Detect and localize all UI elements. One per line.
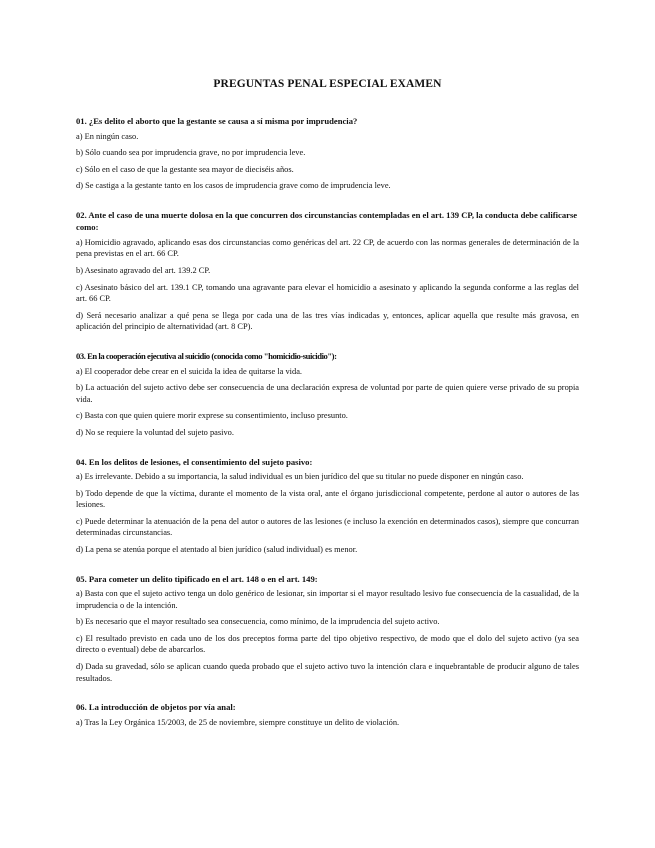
question-05 (76, 573, 579, 685)
answer-option-a: a) Homicidio agravado, aplicando esas dos circunstancias como genéricas del art. 22 CP, de acuerdo con las normas generales de determinación de la pena previstas en el art. 66 CP. (76, 237, 579, 259)
answer-option-d: d) Se castiga a la gestante tanto en los casos de imprudencia grave como de imprudencia leve. (76, 181, 391, 191)
answer-option-c: c) Puede determinar la atenuación de la pena del autor o autores de las lesiones (e incluso la exención en determinados casos), siempre que concurran determinadas circunstancias. (76, 516, 579, 538)
answer-option-c: c) Basta con que quien quiere morir exprese su consentimiento, incluso presunto. (76, 411, 348, 421)
answer-option-d: d) No se requiere la voluntad del sujeto pasivo. (76, 427, 234, 437)
answer-option-a: a) En ningún caso. (76, 131, 139, 141)
question-title: 06. La introducción de objetos por vía anal: (76, 702, 236, 713)
question-03 (76, 350, 579, 438)
answer-option-a: a) El cooperador debe crear en el suicida la idea de quitarse la vida. (76, 366, 303, 376)
answer-option-b: b) Sólo cuando sea por imprudencia grave, no por imprudencia leve. (76, 148, 306, 158)
answer-option-c: c) Sólo en el caso de que la gestante sea mayor de dieciséis años. (76, 164, 294, 174)
answer-option-b: b) Todo depende de que la víctima, durante el momento de la vista oral, ante el órgano jurisdiccional competente, perdone al autor o autores de las lesiones. (76, 488, 579, 510)
answer-option-d: d) Dada su gravedad, sólo se aplican cuando queda probado que el sujeto activo tuvo la intención clara e inquebrantable de producir alguno de tales resultados. (76, 662, 579, 683)
question-02 (76, 209, 579, 333)
question-06 (76, 701, 579, 728)
answer-option-d: d) Será necesario analizar a qué pena se llega por cada una de las tres vías indicadas y, entonces, aplicar aquella que resulte más gravosa, en aplicación del principio de alternatividad (art. 8 CP). (76, 310, 579, 332)
answer-option-d: d) La pena se atenúa porque el atentado al bien jurídico (salud individual) es menor. (76, 544, 358, 554)
answer-option-a: a) Es irrelevante. Debido a su importancia, la salud individual es un bien jurídico del que su titular no puede disponer en ningún caso. (76, 472, 524, 481)
question-title: 05. Para cometer un delito tipificado en el art. 148 o en el art. 149: (76, 573, 318, 584)
document-title: PREGUNTAS PENAL ESPECIAL EXAMEN (213, 78, 442, 90)
question-title: 02. Ante el caso de una muerte dolosa en la que concurren dos circunstancias contempladas en el art. 139 CP, la conducta debe calificarse como: (76, 209, 578, 233)
answer-option-b: b) Asesinato agravado del art. 139.2 CP. (76, 266, 211, 276)
answer-option-b: b) Es necesario que el mayor resultado sea consecuencia, como mínimo, de la imprudencia del sujeto activo. (76, 617, 440, 627)
answer-option-b: b) La actuación del sujeto activo debe ser consecuencia de una declaración expresa de voluntad por parte de quien quiere verse privado de su propia vida. (76, 383, 579, 404)
answer-option-a: a) Tras la Ley Orgánica 15/2003, de 25 de noviembre, siempre constituye un delito de violación. (76, 717, 400, 727)
answer-option-a: a) Basta con que el sujeto activo tenga un dolo genérico de lesionar, sin importar si el mayor resultado lesivo fue consecuencia de la casualidad, de la imprudencia o de la intención. (76, 589, 579, 610)
question-04 (76, 456, 579, 556)
question-title: 03. En la cooperación ejecutiva al suicidio (conocida como "homicidio-suicidio"): (76, 351, 337, 362)
answer-option-c: c) Asesinato básico del art. 139.1 CP, tomando una agravante para elevar el homicidio a asesinato y aplicando la segunda conforme a las reglas del art. 66 CP. (76, 282, 579, 304)
question-01 (76, 115, 579, 192)
question-title: 04. En los delitos de lesiones, el consentimiento del sujeto pasivo: (76, 456, 313, 467)
answer-option-c: c) El resultado previsto en cada uno de los dos preceptos forma parte del tipo objetivo respectivo, de modo que el dolo del sujeto activo (ya sea directo o eventual) debe de abarcarlos. (76, 633, 579, 655)
question-title: 01. ¿Es delito el aborto que la gestante se causa a sí misma por imprudencia? (76, 116, 358, 126)
